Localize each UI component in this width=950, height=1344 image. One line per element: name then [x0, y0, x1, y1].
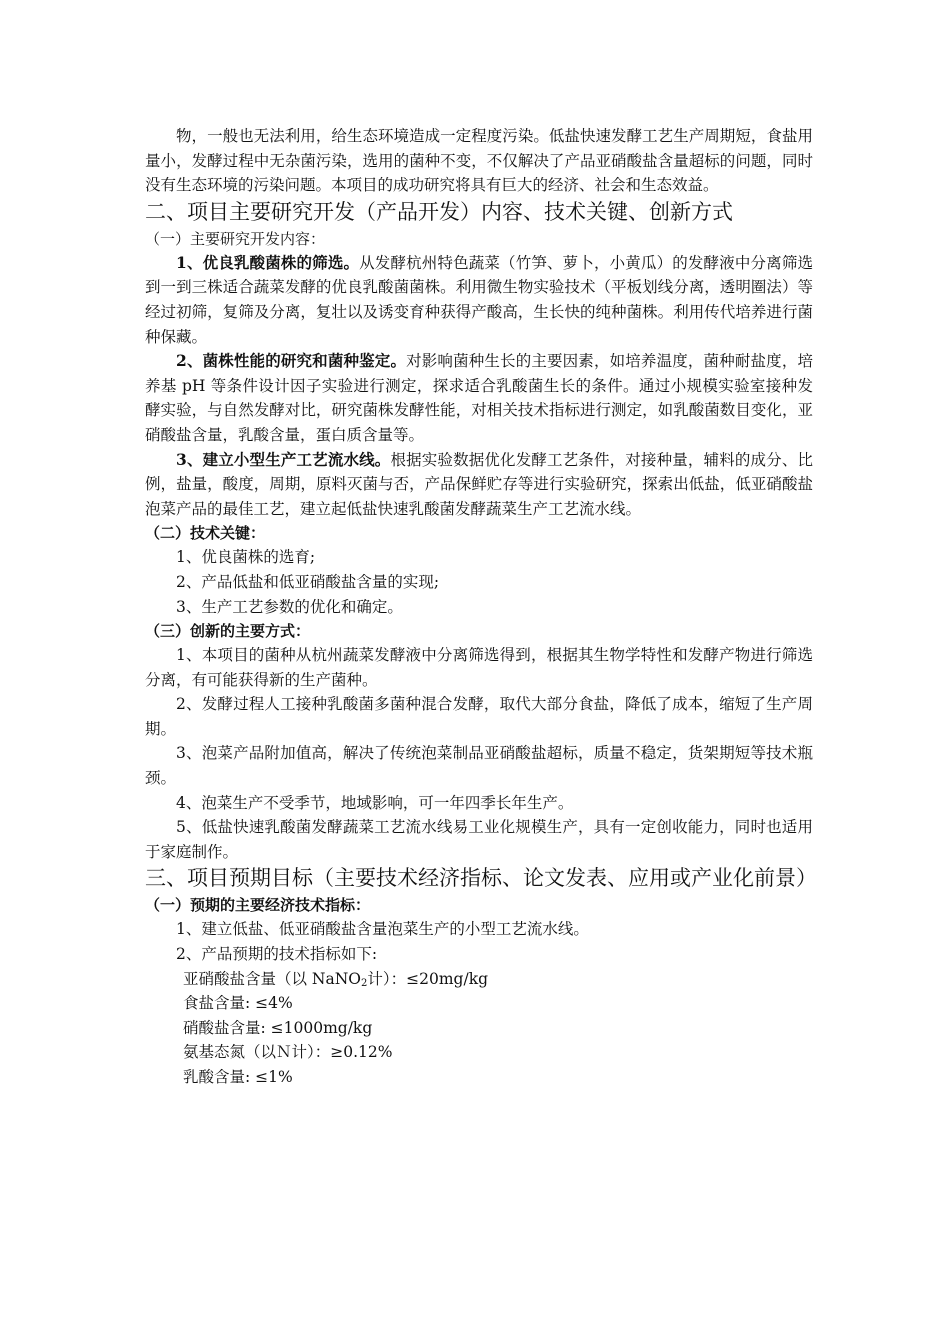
- section-3-sub1-heading: （一）预期的主要经济技术指标：: [145, 896, 371, 915]
- research-item-1-lead: 1、优良乳酸菌株的筛选。: [176, 252, 360, 272]
- research-item-3-text: 根据实验数据优化发酵工艺条件，对接种量，辅料的成分、比例，盐量，酸度，周期，原料灭菌与否，产品保鲜贮存等进行实验研究，探索出低盐，低亚硝酸盐泡菜产品的最佳工艺，建立起低盐快速乳酸菌发酵蔬菜生产工艺流水线。: [145, 450, 813, 518]
- research-item-3: [145, 448, 813, 522]
- target-item-1: 1、建立低盐、低亚硝酸盐含量泡菜生产的小型工艺流水线。: [176, 920, 589, 939]
- spec-amino-nitrogen: 氨基态氮（以Ｎ计）：≥0.12%: [183, 1043, 393, 1062]
- research-item-1: [145, 251, 813, 349]
- spec-nitrite: 亚硝酸盐含量（以 NaNO$_2$计）：≤20mg/kg: [183, 969, 489, 989]
- research-item-1-text: 从发酵杭州特色蔬菜（竹笋、萝卜，小黄瓜）的发酵液中分离筛选到一到三株适合蔬菜发酵的优良乳酸菌菌株。利用微生物实验技术（平板划线分离，透明圈法）等经过初筛，复筛及分离，复壮以及诱变育种获得产酸高，生长快的纯种菌株。利用传代培养进行菌种保藏。: [145, 253, 813, 346]
- spec-nitrate: 硝酸盐含量: ≤1000mg/kg: [183, 1018, 373, 1037]
- intro-paragraph: 物，一般也无法利用，给生态环境造成一定程度污染。低盐快速发酵工艺生产周期短，食盐用量小，发酵过程中无杂菌污染，选用的菌种不变，不仅解决了产品亚硝酸盐含量超标的问题，同时没有生态环境的污染问题。本项目的成功研究将具有巨大的经济、社会和生态效益。: [145, 127, 813, 195]
- innovation-item-1: 1、本项目的菌种从杭州蔬菜发酵液中分离筛选得到，根据其生物学特性和发酵产物进行筛选分离，有可能获得新的生产菌种。: [145, 646, 813, 689]
- research-item-2-text: 对影响菌种生长的主要因素，如培养温度，菌种耐盐度，培养基 pH 等条件设计因子实验进行测定，探求适合乳酸菌生长的条件。通过小规模实验室接种发酵实验，与自然发酵对比，研究菌株发酵性能，对相关技术指标进行测定，如乳酸菌数目变化，亚硝酸盐含量，乳酸含量，蛋白质含量等。: [145, 352, 813, 444]
- innovation-item-3: 3、泡菜产品附加值高，解决了传统泡菜制品亚硝酸盐超标，质量不稳定，货架期短等技术瓶颈。: [145, 744, 813, 788]
- key-tech-item-3: 3、生产工艺参数的优化和确定。: [176, 597, 403, 616]
- innovation-item-4: 4、泡菜生产不受季节，地域影响，可一年四季长年生产。: [176, 793, 574, 812]
- spec-salt: 食盐含量: ≤4%: [183, 994, 293, 1013]
- target-item-2: 2、产品预期的技术指标如下:: [176, 945, 378, 964]
- section-2-heading: 二、项目主要研究开发（产品开发）内容、技术关键、创新方式: [145, 199, 733, 224]
- key-tech-item-2: 2、产品低盐和低亚硝酸盐含量的实现;: [176, 572, 440, 591]
- spec-lactic-acid: 乳酸含量: ≤1%: [183, 1068, 293, 1086]
- key-tech-item-1: 1、优良菌株的选育;: [176, 548, 316, 567]
- section-3-heading: 三、项目预期目标（主要技术经济指标、论文发表、应用或产业化前景）: [145, 866, 817, 891]
- document-page: [145, 124, 817, 1090]
- section-2-sub2-heading: （二）技术关键：: [145, 524, 266, 543]
- innovation-item-5: 5、低盐快速乳酸菌发酵蔬菜工艺流水线易工业化规模生产，具有一定创收能力，同时也适用于家庭制作。: [145, 818, 813, 861]
- research-item-3-lead: 3、建立小型生产工艺流水线。: [176, 449, 391, 469]
- research-item-2: [145, 349, 813, 447]
- section-2-sub3-heading: （三）创新的主要方式：: [145, 622, 311, 641]
- innovation-item-2: 2、发酵过程人工接种乳酸菌多菌种混合发酵，取代大部分食盐，降低了成本，缩短了生产周期。: [145, 695, 813, 738]
- research-item-2-lead: 2、菌株性能的研究和菌种鉴定。: [176, 351, 407, 371]
- section-2-sub1-heading: （一）主要研究开发内容：: [145, 229, 326, 248]
